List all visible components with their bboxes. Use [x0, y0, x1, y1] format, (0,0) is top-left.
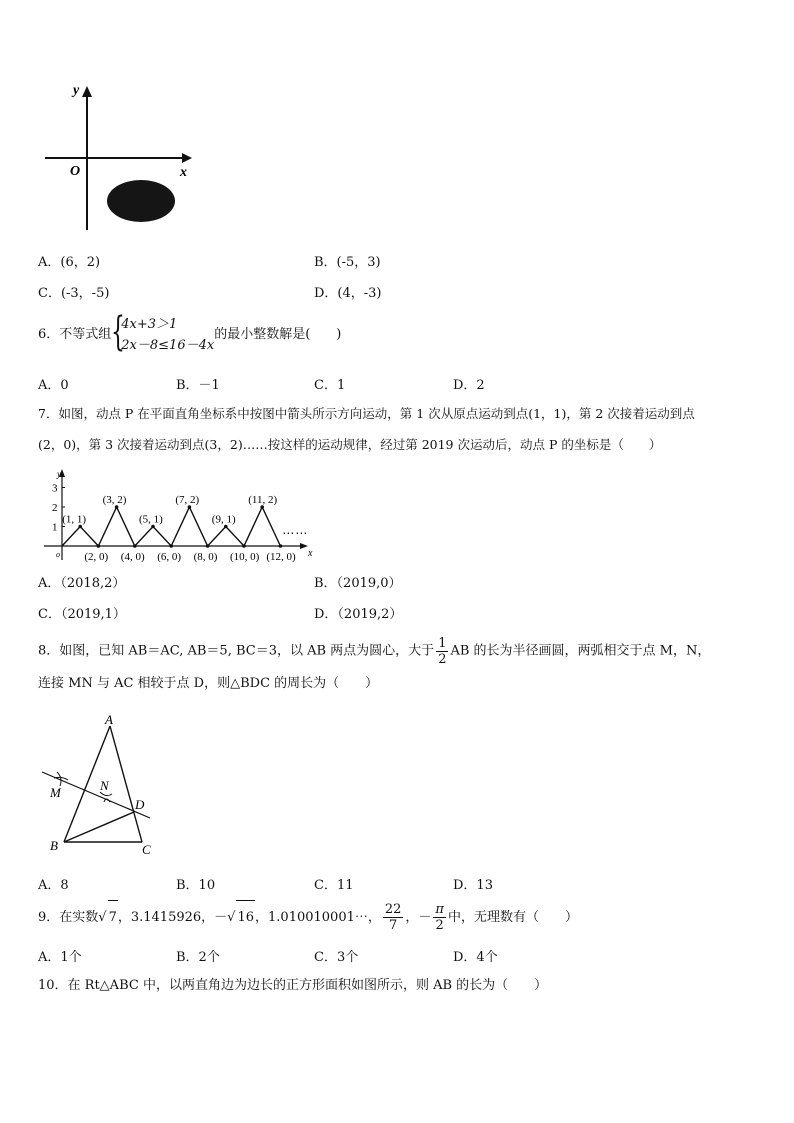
- q6-stem: [38, 309, 342, 356]
- q6-line2: 2x－8≤16－4x: [121, 338, 215, 353]
- q6-option-c[interactable]: C．1: [314, 378, 346, 393]
- q7-stem-line2: (2，0)，第 3 次接着运动到点(3，2)……按这样的运动规律，经过第 2019 次运动后，动点 P 的坐标是（ ）: [38, 437, 662, 452]
- q8-label-n: N: [100, 778, 109, 793]
- q7-y-axis-label: y: [57, 469, 61, 479]
- q9-option-d[interactable]: D．4个: [453, 950, 498, 965]
- q9-option-a[interactable]: A．1个: [38, 950, 82, 965]
- q5-x-label: x: [180, 165, 187, 180]
- q5-y-label: y: [73, 83, 80, 98]
- q9-f1-den: 7: [388, 918, 398, 933]
- q9-f2-num: π: [435, 902, 444, 917]
- q9-stem: [38, 900, 578, 935]
- q8-frac-num: 1: [438, 636, 447, 651]
- q9-sqrt16-radicand: 16: [236, 900, 255, 935]
- q8-arc-m: [54, 772, 68, 786]
- q7-point: [279, 544, 283, 548]
- q7-option-c[interactable]: C．（2019,1）: [38, 607, 126, 622]
- q9-option-c[interactable]: C．3个: [314, 950, 359, 965]
- q7-ellipsis: ⋯⋯: [282, 526, 309, 540]
- q8-label-c: C: [142, 842, 151, 857]
- q8-text-a: 8．如图，已知 AB＝AC, AB＝5, BC＝3，以 AB 两点为圆心，大于: [38, 643, 435, 659]
- q6-option-b[interactable]: B．－1: [176, 378, 220, 393]
- q7-y-tick-label: 3: [52, 482, 58, 495]
- q9-text-2: ，3.1415926，－: [117, 910, 228, 925]
- q9-fraction-pi-2: [433, 902, 446, 933]
- q8-text-b: AB 的长为半径画圆，两弧相交于点 M，N，: [450, 643, 711, 659]
- q6-suffix: 的最小整数解是( ): [214, 327, 342, 342]
- q9-text-4: ，－: [405, 910, 432, 925]
- q9-fraction-22-7: [383, 902, 404, 933]
- q8-option-b[interactable]: B．10: [176, 878, 216, 893]
- q9-text-1: 9．在实数: [38, 910, 99, 925]
- q9-sqrt7-radicand: 7: [108, 900, 118, 935]
- q7-x-arrow-icon: [300, 543, 308, 549]
- q7-point: [206, 544, 210, 548]
- q9-f2-den: 2: [435, 918, 444, 933]
- q6-prefix: 6．不等式组: [38, 327, 112, 342]
- q7-zigzag-chart: [42, 468, 322, 563]
- q6-option-d[interactable]: D．2: [453, 378, 485, 393]
- q8-triangle-figure: [38, 712, 168, 860]
- q7-origin-label: o: [56, 550, 60, 559]
- q7-point-label: (2, 0): [84, 551, 109, 563]
- q7-point-label: (12, 0): [266, 551, 296, 563]
- q9-text-5: 中，无理数有（ ）: [447, 910, 578, 925]
- q7-point-label: (11, 2): [248, 494, 278, 506]
- q7-point: [242, 544, 246, 548]
- q7-zigzag-path: [62, 507, 280, 546]
- q7-y-tick-label: 1: [52, 521, 58, 534]
- q7-option-d[interactable]: D．（2019,2）: [314, 607, 403, 622]
- q8-fraction-half: [436, 636, 448, 667]
- q9-text-3: ，1.010010001⋯，: [255, 910, 381, 925]
- q8-option-c[interactable]: C．11: [314, 878, 354, 893]
- q8-label-m: M: [50, 785, 61, 800]
- q5-y-arrow-icon: [82, 86, 92, 97]
- q7-option-b[interactable]: B．（2019,0）: [314, 576, 402, 591]
- q5-option-b[interactable]: B．(-5，3): [314, 255, 381, 270]
- q5-option-d[interactable]: D．(4，-3): [314, 286, 382, 301]
- q7-point: [169, 544, 173, 548]
- q9-sqrt16: √ 16: [227, 910, 255, 925]
- q7-point-label: (5, 1): [139, 513, 163, 526]
- q9-option-b[interactable]: B．2个: [176, 950, 220, 965]
- q8-option-a[interactable]: A．8: [38, 878, 69, 893]
- q5-origin-label: O: [70, 164, 81, 179]
- q9-sqrt7: √ 7: [98, 910, 118, 925]
- q8-side-ac: [110, 726, 142, 842]
- q5-x-arrow-icon: [182, 153, 192, 163]
- q7-option-a[interactable]: A．（2018,2）: [38, 576, 126, 591]
- q8-label-d: D: [135, 797, 145, 812]
- q8-label-b: B: [50, 838, 58, 853]
- q8-frac-den: 2: [438, 652, 447, 667]
- q7-point-label: (9, 1): [211, 513, 236, 526]
- q6-line1: 4x+3＞1: [121, 317, 178, 332]
- q8-stem-line2: 连接 MN 与 AC 相较于点 D，则△BDC 的周长为（ ）: [38, 676, 379, 691]
- q7-point-label: (3, 2): [102, 494, 127, 506]
- q5-option-c[interactable]: C．(-3，-5): [38, 286, 110, 301]
- q7-point-label: (1, 1): [62, 513, 87, 526]
- q7-point: [133, 544, 137, 548]
- q7-x-axis-label: x: [308, 548, 313, 559]
- q7-point-label: (6, 0): [157, 551, 182, 563]
- q8-option-d[interactable]: D．13: [453, 878, 493, 893]
- q9-f1-num: 22: [384, 902, 402, 917]
- q7-stem-line1: 7．如图，动点 P 在平面直角坐标系中按图中箭头所示方向运动，第 1 次从原点运动到点(1，1)，第 2 次接着运动到点: [38, 406, 695, 421]
- q7-point-label: (4, 0): [120, 551, 145, 563]
- q8-stem-line1: [38, 636, 710, 667]
- q7-point-label: (7, 2): [175, 494, 200, 506]
- q6-inequality-system: { 4x+3＞1 2x－8≤16－4x: [111, 309, 215, 355]
- q5-ink-blot: [107, 180, 175, 222]
- q5-coordinate-figure: [40, 80, 200, 235]
- q6-option-a[interactable]: A．0: [38, 378, 69, 393]
- q5-option-a[interactable]: A．(6，2): [38, 255, 101, 270]
- q7-y-tick-label: 2: [52, 502, 58, 514]
- q10-stem: 10．在 Rt△ABC 中，以两直角边为边长的正方形面积如图所示，则 AB 的长为（ ）: [38, 978, 548, 993]
- q8-label-a: A: [105, 712, 113, 727]
- q7-point-label: (10, 0): [230, 551, 260, 563]
- q7-point-label: (8, 0): [193, 551, 218, 563]
- q7-point: [97, 544, 101, 548]
